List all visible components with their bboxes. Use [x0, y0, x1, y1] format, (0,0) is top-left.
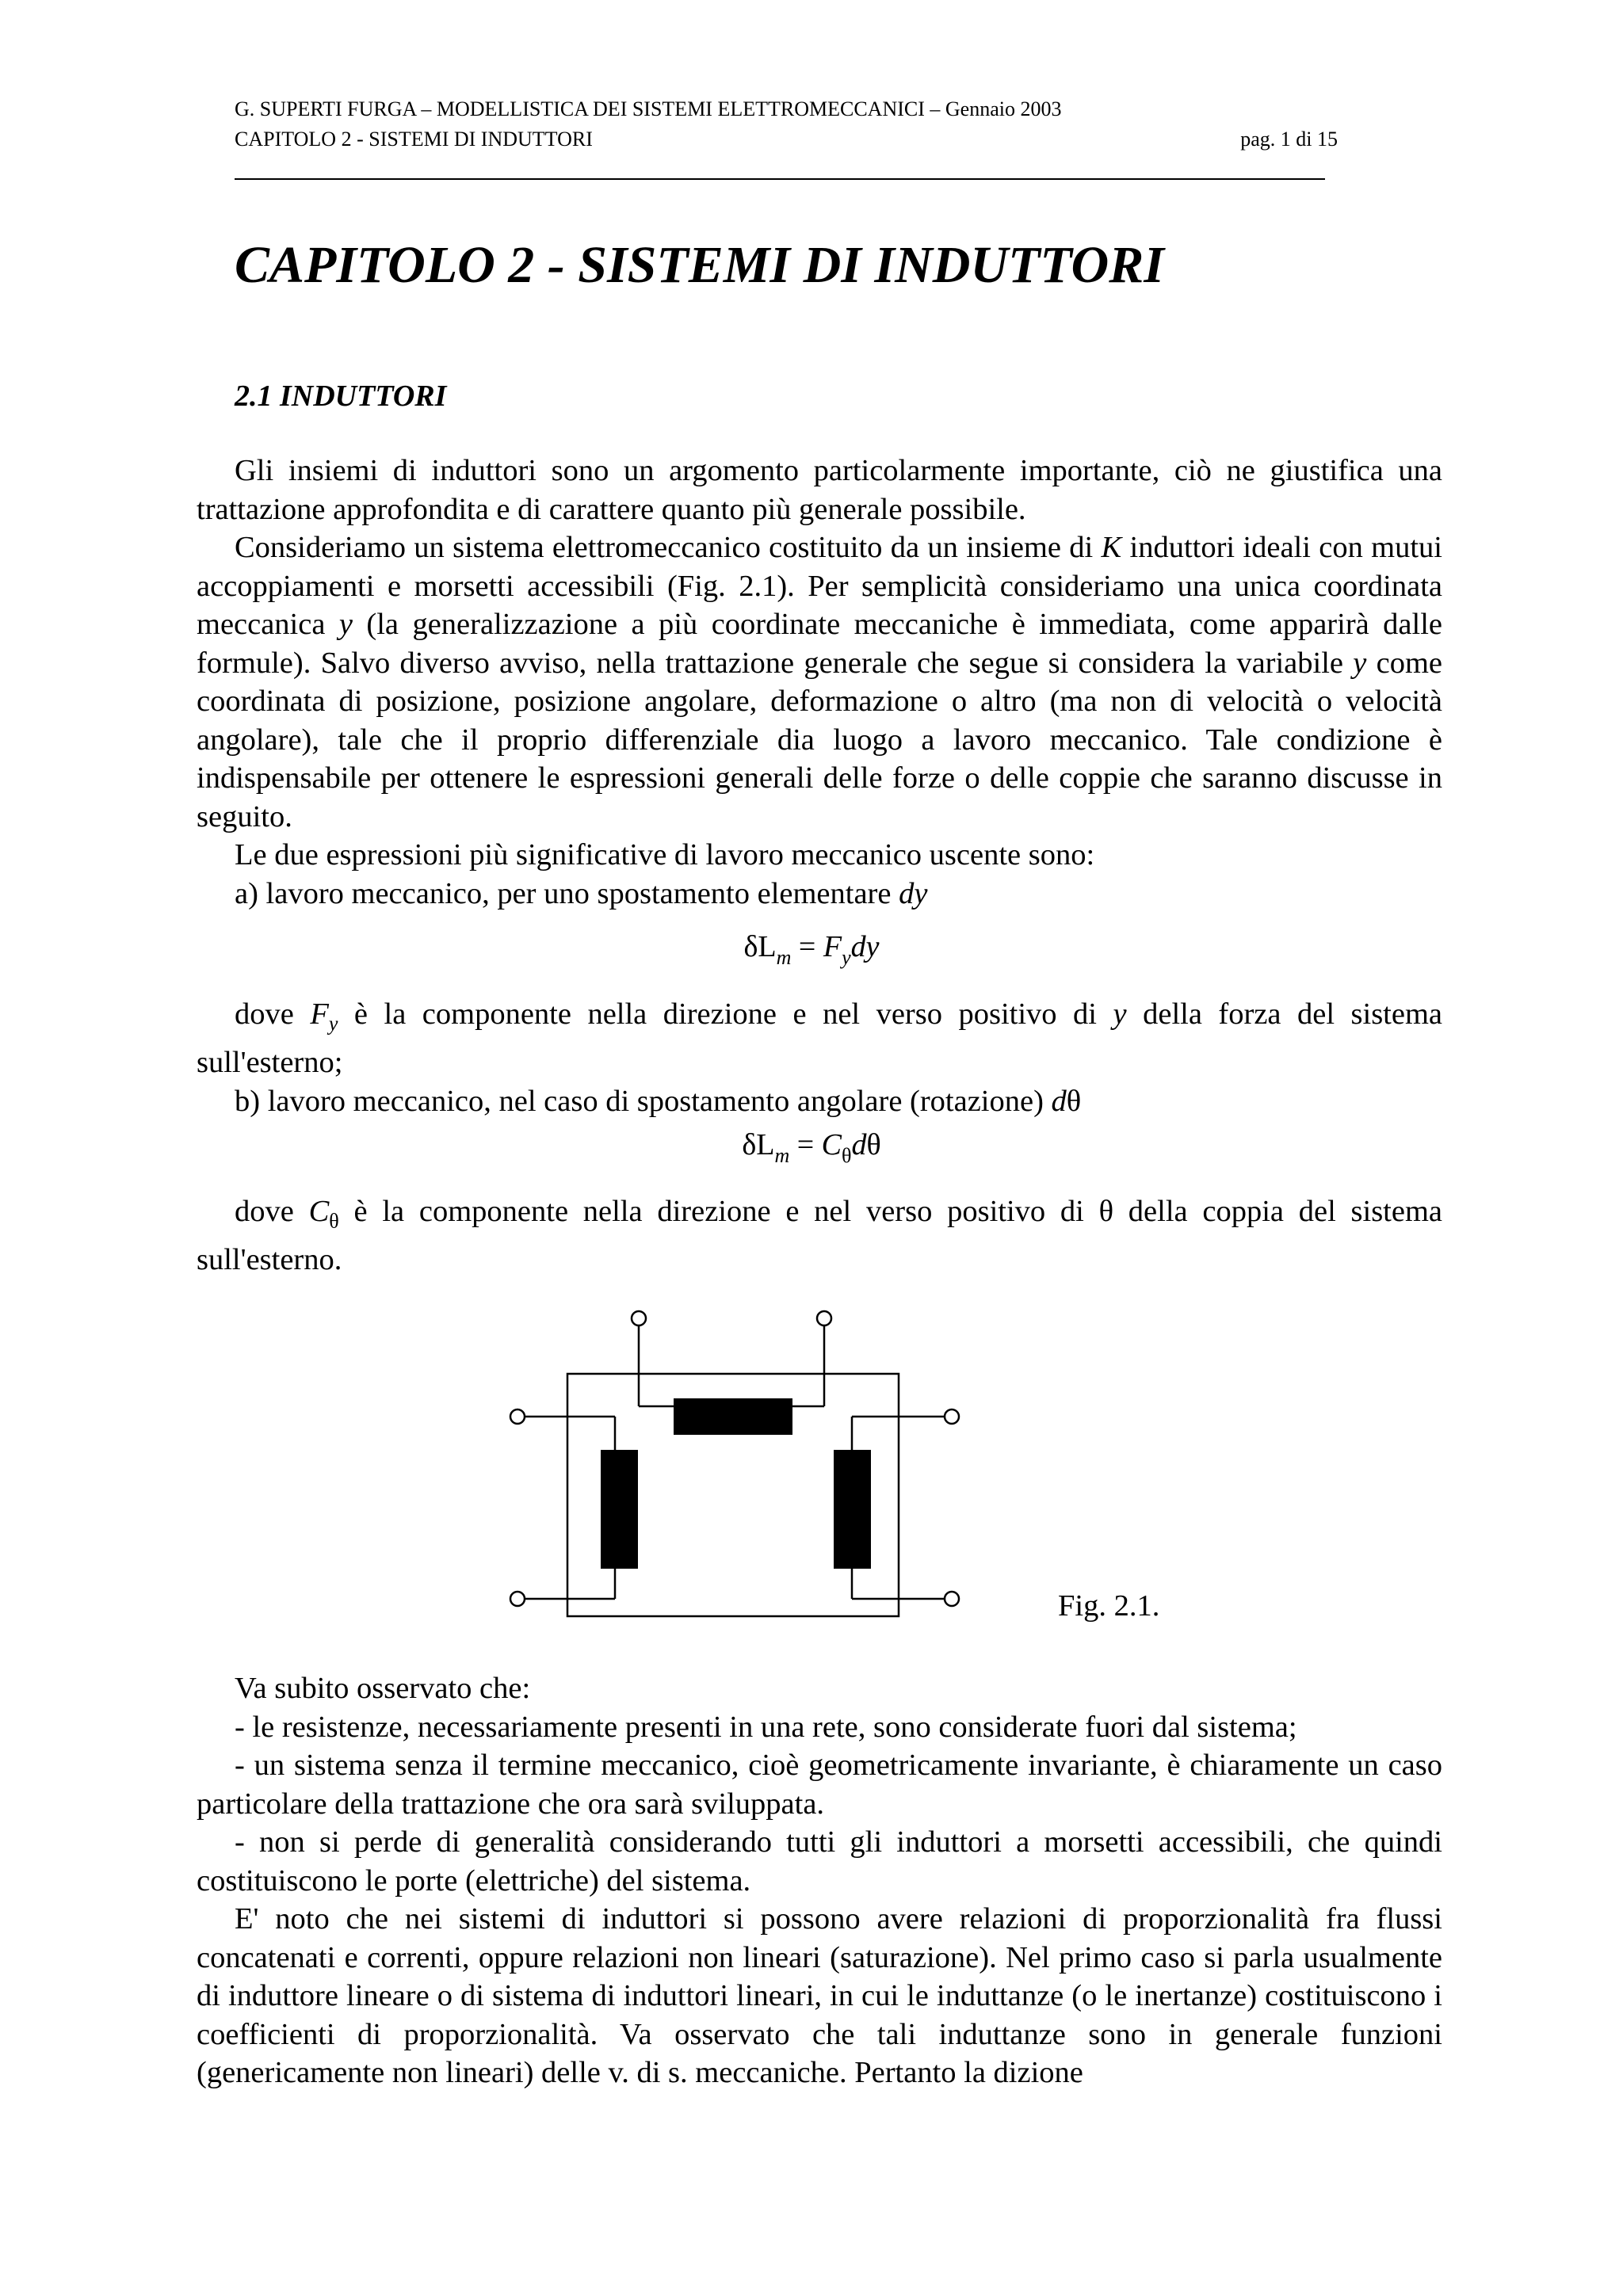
terminal-circle — [632, 1311, 646, 1325]
paragraph: - un sistema senza il termine meccanico, cioè geometricamente invariante, è chiaramente un caso particolare della trattazione che ora sarà sviluppata. — [197, 1749, 1442, 1821]
page-number: pag. 1 di 15 — [1240, 128, 1338, 151]
inductor-right — [834, 1450, 871, 1569]
terminal-circle — [510, 1592, 525, 1606]
terminal-circle — [945, 1409, 959, 1424]
paragraph: Le due espressioni più significative di lavoro meccanico uscente sono: — [235, 838, 1095, 871]
paragraph: dove $C_\theta$ è la componente nella direzione e nel verso positivo di θ della coppia del sistema sull'esterno. — [197, 1195, 1442, 1277]
equation-work-torque: $\delta L_m = C_\theta d\theta$ — [742, 1128, 881, 1167]
paragraph: a) lavoro meccanico, per uno spostamento elementare dy — [235, 876, 928, 910]
equation-work-force: $\delta L_m = F_ydy$ — [743, 930, 880, 969]
chapter-title: CAPITOLO 2 - SISTEMI DI INDUTTORI — [235, 236, 1164, 294]
body-block-1 — [197, 452, 1442, 913]
inductor-left — [601, 1450, 638, 1569]
frame-rect — [567, 1374, 899, 1616]
paragraph: - le resistenze, necessariamente presenti in una rete, sono considerate fuori dal sistema; — [235, 1710, 1297, 1744]
header-chapter: CAPITOLO 2 - SISTEMI DI INDUTTORI — [235, 128, 593, 151]
figure-caption: Fig. 2.1. — [1058, 1589, 1160, 1623]
header-rule — [235, 178, 1325, 180]
terminal-circle — [817, 1311, 831, 1325]
terminal-circle — [945, 1592, 959, 1606]
paragraph: dove $F_y$ è la componente nella direzione e nel verso positivo di y della forza del sistema sull'esterno; — [197, 997, 1443, 1080]
paragraph: Gli insiemi di induttori sono un argomento particolarmente importante, ciò ne giustifica una trattazione approfondita e di carattere quanto più generale possibile. — [197, 454, 1442, 526]
section-title: 2.1 INDUTTORI — [235, 379, 447, 413]
body-block-3 — [197, 1192, 1442, 1280]
body-block-4 — [197, 1669, 1442, 2092]
paragraph: Consideriamo un sistema elettromeccanico costituito da un insieme di K induttori ideali con mutui accoppiamenti e morsetti accessibili (Fig. 2.1). Per semplicità consideriamo una unica coordinata meccanica y (la generalizzazione a più coordinate meccaniche è immediata, come apparirà dalle formule). Salvo diverso avviso, nella trattazione generale che segue si considera la variabile y come coordinata di posizione, posizione angolare, deformazione o altro (ma non di velocità o velocità angolare), tale che il proprio differenziale dia luogo a lavoro meccanico. Tale condizione è indispensabile per ottenere le espressioni generali delle forze o delle coppie che saranno discusse in seguito. — [197, 531, 1442, 833]
paragraph: - non si perde di generalità considerando tutti gli induttori a morsetti accessibili, che quindi costituiscono le porte (elettriche) del sistema. — [197, 1825, 1442, 1897]
header-line-1: G. SUPERTI FURGA – MODELLISTICA DEI SISTEMI ELETTROMECCANICI – Gennaio 2003 — [235, 97, 1062, 120]
inductor-top — [674, 1398, 792, 1435]
terminal-circle — [510, 1409, 525, 1424]
header-line-2 — [235, 127, 1338, 152]
paragraph: Va subito osservato che: — [235, 1672, 531, 1705]
body-block-2 — [197, 995, 1442, 1120]
paragraph: b) lavoro meccanico, nel caso di spostamento angolare (rotazione) dθ — [235, 1084, 1082, 1118]
paragraph: E' noto che nei sistemi di induttori si possono avere relazioni di proporzionalità fra flussi concatenati e correnti, oppure relazioni non lineari (saturazione). Nel primo caso si parla usualmente di induttore lineare o di sistema di induttori lineari, in cui le induttanze (o le inertanze) costituiscono i coefficienti di proporzionalità. Va osservato che tali induttanze sono in generale funzioni (genericamente non lineari) delle v. di s. meccaniche. Pertanto la dizione — [197, 1902, 1442, 2089]
